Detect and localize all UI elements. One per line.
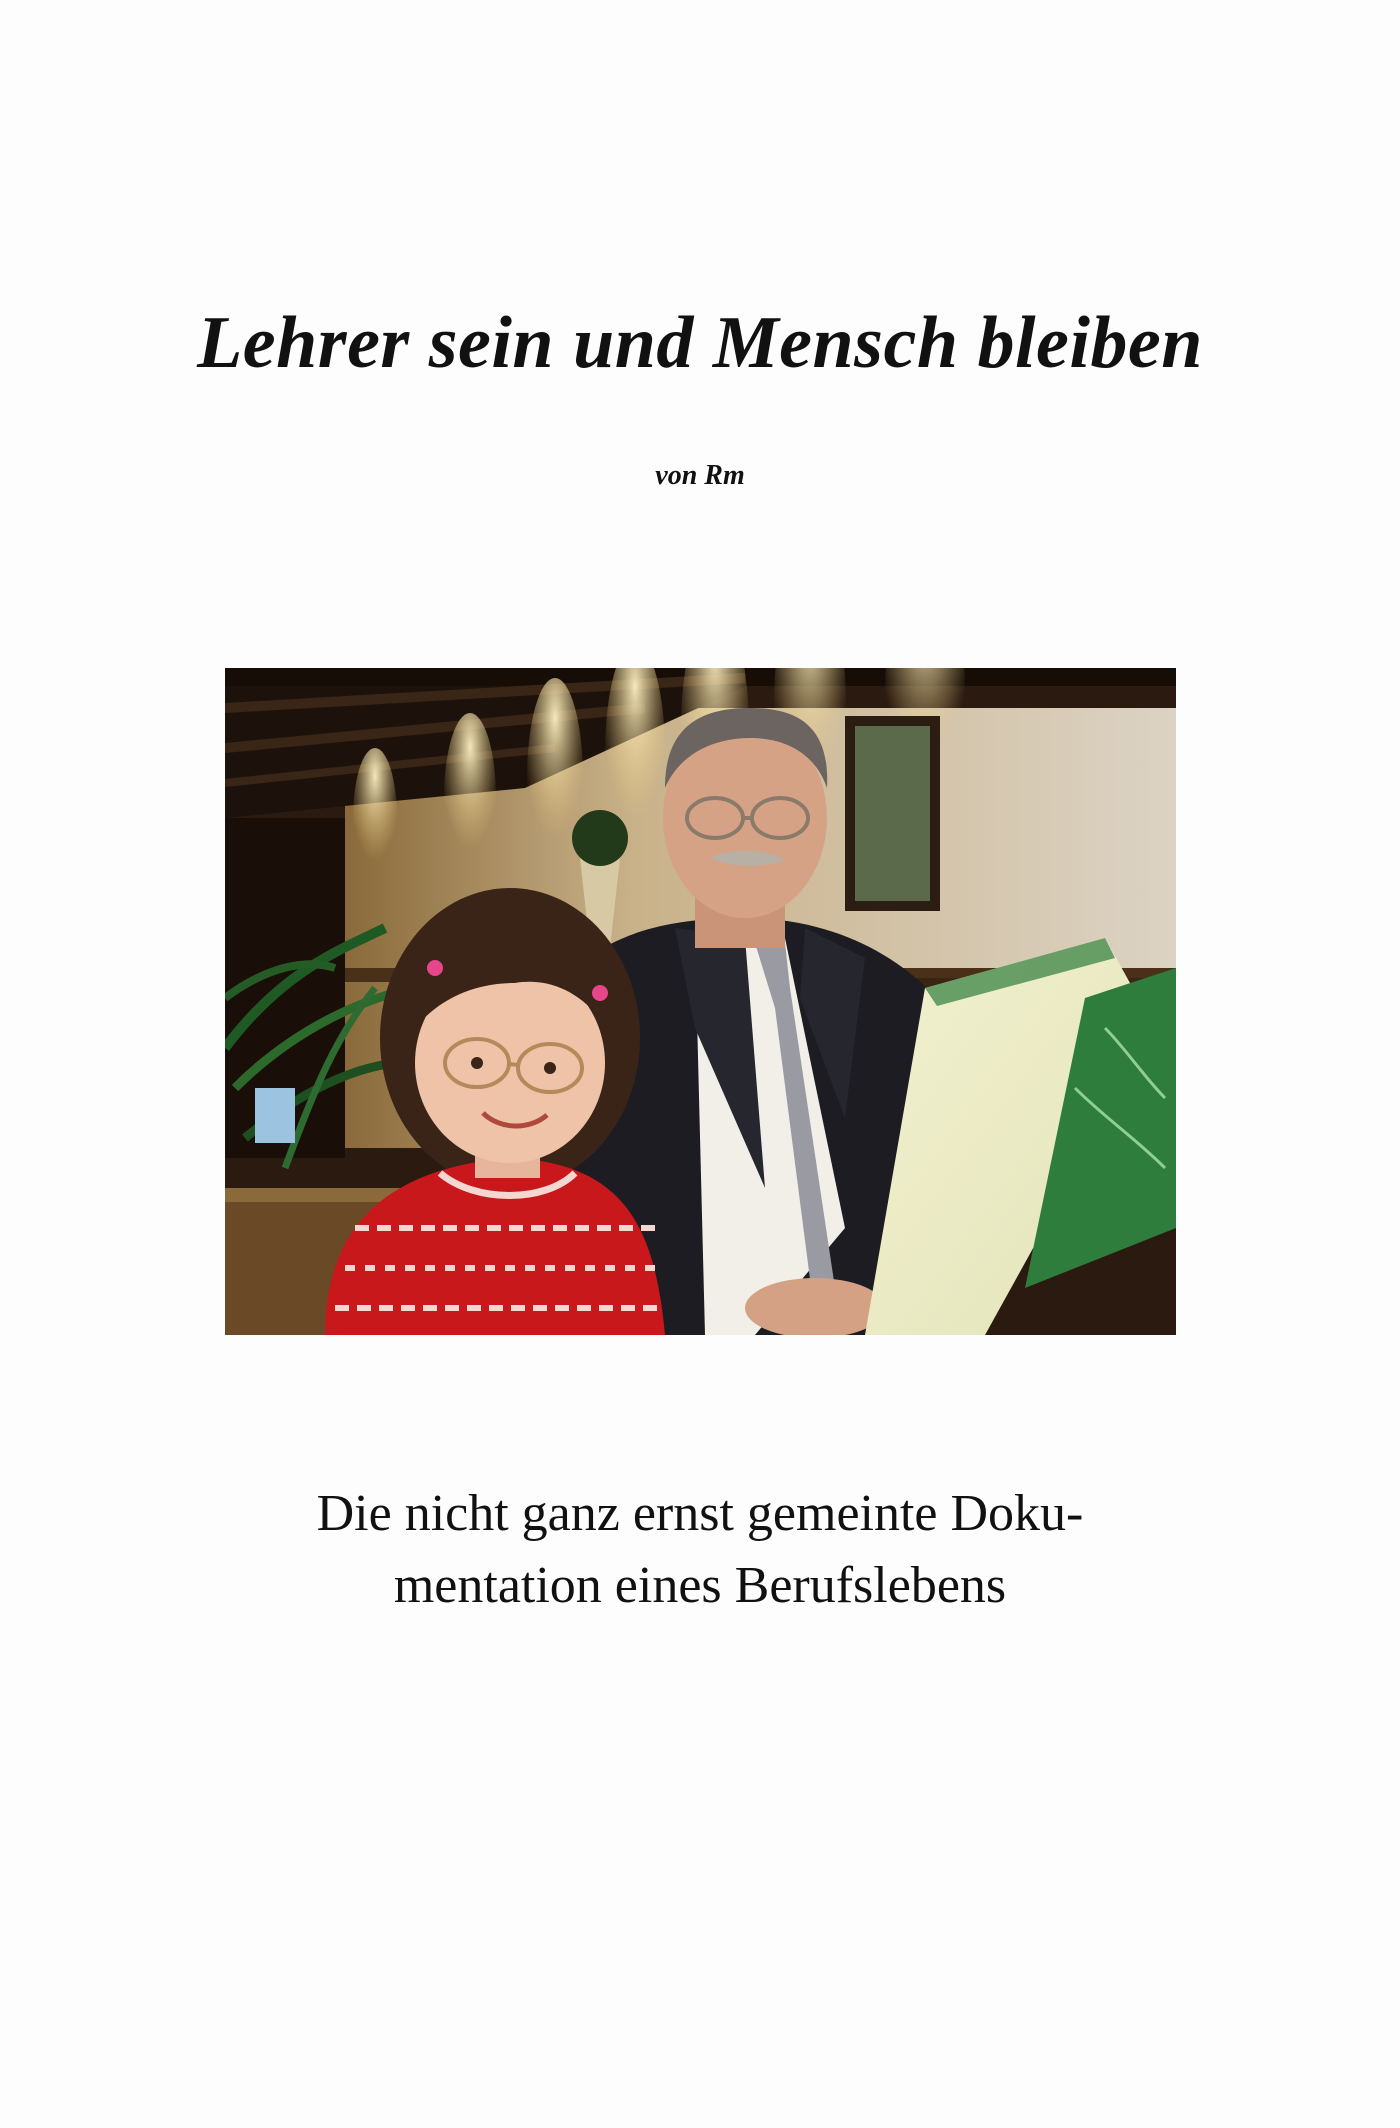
- subtitle-line-1: Die nicht ganz ernst gemeinte Doku-: [316, 1485, 1084, 1542]
- author-byline: von Rm: [655, 460, 745, 491]
- document-title: Lehrer sein und Mensch bleiben: [197, 302, 1203, 384]
- subtitle-line-2: mentation eines Berufslebens: [393, 1557, 1007, 1614]
- document-subtitle: [0, 1478, 1400, 1622]
- cover-photo: [225, 668, 1176, 1335]
